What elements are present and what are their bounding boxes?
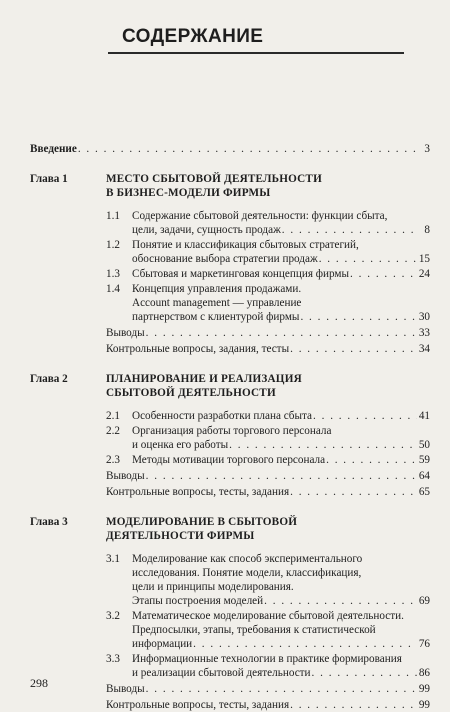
toc-line (106, 682, 430, 696)
questions-label: Контрольные вопросы, задания, тесты (106, 343, 290, 355)
leader-dots (350, 267, 417, 281)
section-line: Сбытовая и маркетинговая концепция фирмы (132, 268, 350, 280)
conclusions-entry (106, 469, 430, 483)
section-line: Моделирование как способ экспериментального (132, 553, 363, 565)
section-number: 1.1 (106, 210, 120, 222)
section-entry (106, 209, 430, 237)
section-line: Предпосылки, этапы, требования к статистической (132, 624, 376, 636)
section-text (132, 238, 430, 266)
section-number: 1.2 (106, 239, 120, 251)
toc-line (132, 223, 430, 237)
section-text (132, 652, 430, 680)
section-line: обоснование выбора стратегии продаж (132, 253, 318, 265)
page-number: 65 (418, 486, 430, 498)
section-number: 3.3 (106, 653, 120, 665)
section-text (132, 282, 430, 324)
leader-dots (312, 666, 417, 680)
leader-dots (193, 637, 417, 651)
page-number: 33 (418, 327, 430, 339)
chapter-label: Глава 1 (30, 173, 68, 185)
toc-intro (30, 142, 430, 156)
section-line: Содержание сбытовой деятельности: функции сбыта, (132, 210, 388, 222)
toc-line (106, 326, 430, 340)
toc-line (106, 469, 430, 483)
section-text (132, 209, 430, 237)
page-number: 99 (418, 699, 430, 711)
chapter-label: Глава 2 (30, 373, 68, 385)
toc-chapter (30, 515, 430, 712)
section-line: Концепция управления продажами. (132, 283, 302, 295)
toc-line (132, 637, 430, 651)
page-number: 24 (418, 268, 430, 280)
table-of-contents (30, 142, 430, 712)
toc-chapter (30, 172, 430, 356)
leader-dots (146, 469, 417, 483)
leader-dots (290, 485, 417, 499)
page-number: 30 (418, 311, 430, 323)
leader-dots (313, 409, 417, 423)
chapter-entries (106, 209, 430, 356)
section-line: цели, задачи, сущность продаж (132, 224, 281, 236)
section-line: цели и принципы моделирования. (132, 581, 294, 593)
leader-dots (264, 594, 417, 608)
section-line: и оценка его работы (132, 439, 229, 451)
section-line: Этапы построения моделей (132, 595, 264, 607)
section-text (132, 609, 430, 651)
leader-dots (78, 142, 417, 156)
section-line: партнерством с клиентурой фирмы (132, 311, 300, 323)
questions-entry (106, 485, 430, 499)
chapter-title-line: СБЫТОВОЙ ДЕЯТЕЛЬНОСТИ (106, 387, 276, 399)
section-number: 1.4 (106, 283, 120, 295)
page-title: СОДЕРЖАНИЕ (122, 26, 264, 47)
toc-line (132, 310, 430, 324)
section-entry (106, 652, 430, 680)
section-text (132, 424, 430, 452)
questions-label: Контрольные вопросы, тесты, задания (106, 699, 290, 711)
section-line: Account management — управление (132, 297, 302, 309)
page-number: 8 (424, 224, 430, 236)
section-number: 2.1 (106, 410, 120, 422)
conclusions-entry (106, 682, 430, 696)
questions-entry (106, 342, 430, 356)
leader-dots (300, 310, 417, 324)
leader-dots (229, 438, 417, 452)
toc-line (132, 409, 430, 423)
chapter-title-line: МЕСТО СБЫТОВОЙ ДЕЯТЕЛЬНОСТИ (106, 173, 322, 185)
section-line: Методы мотивации торгового персонала (132, 454, 326, 466)
page-number: 86 (418, 667, 430, 679)
questions-label: Контрольные вопросы, тесты, задания (106, 486, 290, 498)
section-line: информации (132, 638, 193, 650)
page-number: 69 (418, 595, 430, 607)
leader-dots (146, 682, 417, 696)
chapter-body (106, 372, 430, 499)
page-number: 50 (418, 439, 430, 451)
page-number: 3 (424, 143, 430, 155)
intro-label: Введение (30, 143, 77, 155)
heading-block (108, 26, 408, 54)
section-line: Информационные технологии в практике формирования (132, 653, 402, 665)
section-line: Математическое моделирование сбытовой деятельности. (132, 610, 404, 622)
section-entry (106, 238, 430, 266)
section-line: и реализации сбытовой деятельности (132, 667, 311, 679)
section-text (132, 267, 430, 281)
toc-line (106, 342, 430, 356)
page-folio: 298 (30, 676, 48, 690)
conclusions-entry (106, 326, 430, 340)
toc-line (132, 438, 430, 452)
section-line: Организация работы торгового персонала (132, 425, 332, 437)
toc-line (106, 485, 430, 499)
page-number: 34 (418, 343, 430, 355)
page-number: 41 (418, 410, 430, 422)
section-text (132, 552, 430, 608)
title-underline (108, 52, 404, 54)
toc-line (132, 252, 430, 266)
section-number: 2.2 (106, 425, 120, 437)
section-line: Особенности разработки плана сбыта (132, 410, 313, 422)
section-number: 3.2 (106, 610, 120, 622)
page-number: 76 (418, 638, 430, 650)
conclusions-label: Выводы (106, 683, 145, 695)
chapter-label: Глава 3 (30, 516, 68, 528)
toc-line (132, 267, 430, 281)
page-number: 64 (418, 470, 430, 482)
toc-line (132, 666, 430, 680)
page-number: 15 (418, 253, 430, 265)
chapter-entries (106, 409, 430, 499)
section-entry (106, 282, 430, 324)
section-line: Понятие и классификация сбытовых стратегий, (132, 239, 359, 251)
chapter-title-line: ПЛАНИРОВАНИЕ И РЕАЛИЗАЦИЯ (106, 373, 302, 385)
leader-dots (290, 342, 417, 356)
chapter-body (106, 515, 430, 712)
chapter-title-line: В БИЗНЕС-МОДЕЛИ ФИРМЫ (106, 187, 271, 199)
conclusions-label: Выводы (106, 470, 145, 482)
leader-dots (319, 252, 417, 266)
section-text (132, 453, 430, 467)
section-number: 2.3 (106, 454, 120, 466)
chapter-title-line: ДЕЯТЕЛЬНОСТИ ФИРМЫ (106, 530, 255, 542)
page-number: 59 (418, 454, 430, 466)
section-entry (106, 609, 430, 651)
section-entry (106, 552, 430, 608)
section-entry (106, 409, 430, 423)
leader-dots (326, 453, 417, 467)
leader-dots (282, 223, 417, 237)
section-number: 1.3 (106, 268, 120, 280)
toc-chapter (30, 372, 430, 499)
toc-line (132, 453, 430, 467)
chapter-entries (106, 552, 430, 712)
toc-line (132, 594, 430, 608)
chapter-title-line: МОДЕЛИРОВАНИЕ В СБЫТОВОЙ (106, 516, 298, 528)
section-entry (106, 267, 430, 281)
leader-dots (146, 326, 417, 340)
conclusions-label: Выводы (106, 327, 145, 339)
chapter-body (106, 172, 430, 356)
section-number: 3.1 (106, 553, 120, 565)
section-text (132, 409, 430, 423)
section-entry (106, 453, 430, 467)
section-entry (106, 424, 430, 452)
section-line: исследования. Понятие модели, классификация, (132, 567, 362, 579)
page-number: 99 (418, 683, 430, 695)
